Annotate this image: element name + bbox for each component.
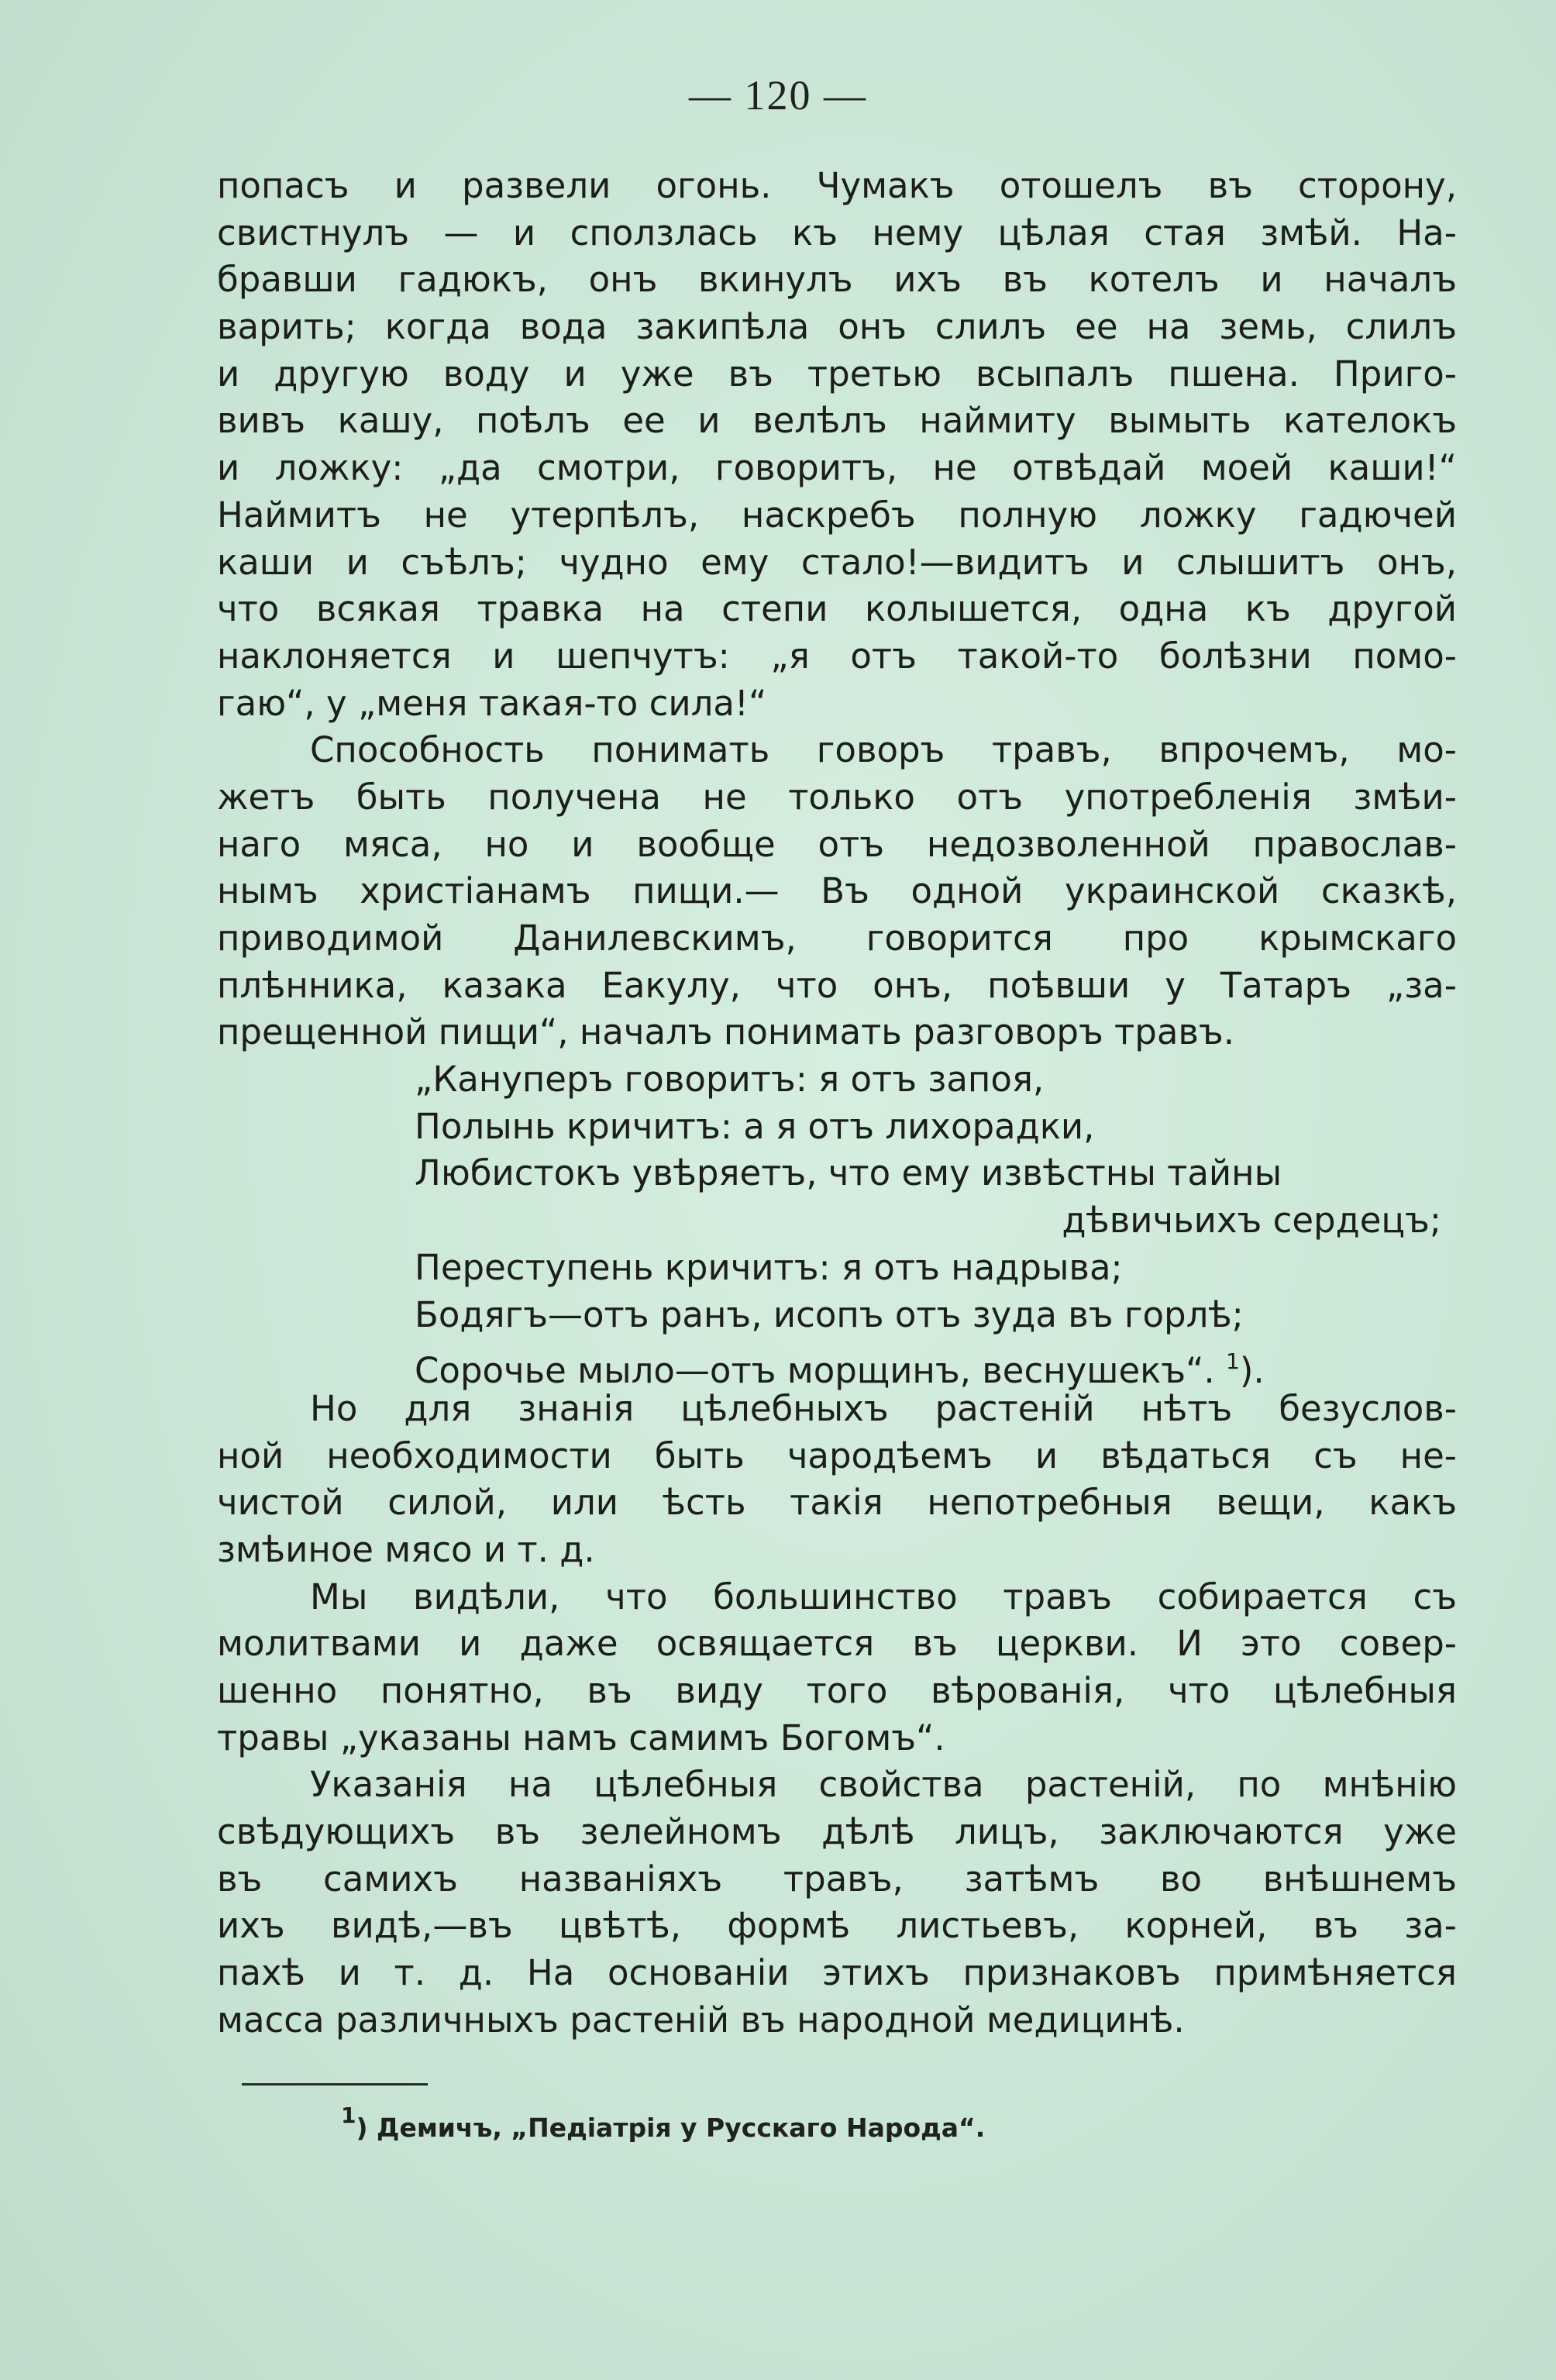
text-line: пахѣ и т. д. На основаніи этихъ признаковъ примѣняется — [217, 1952, 1457, 1994]
text-line: свѣдующихъ въ зелейномъ дѣлѣ лицъ, заключаются уже — [217, 1811, 1457, 1853]
text-line: попасъ и развели огонь. Чумакъ отошелъ въ сторону, — [217, 165, 1457, 206]
text-line: приводимой Данилевскимъ, говорится про крымскаго — [217, 918, 1457, 959]
verse-line-text: Сорочье мыло—отъ морщинъ, веснушекъ“. — [415, 1350, 1215, 1392]
text-line: варить; когда вода закипѣла онъ слилъ ее на земь, слилъ — [217, 306, 1457, 348]
text-line: ной необходимости быть чародѣемъ и вѣдаться съ не- — [217, 1435, 1457, 1476]
text-line: масса различныхъ растеній въ народной медицинѣ. — [217, 1999, 1185, 2041]
text-line: Наймитъ не утерпѣлъ, наскребъ полную ложку гадючей — [217, 494, 1457, 536]
text-line: жетъ быть получена не только отъ употребленія змѣи- — [217, 776, 1457, 818]
text-line: чистой силой, или ѣсть такія непотребныя вещи, какъ — [217, 1482, 1457, 1524]
text-line: шенно понятно, въ виду того вѣрованія, что цѣлебныя — [217, 1670, 1457, 1711]
text-line: Способность понимать говоръ травъ, впрочемъ, мо- — [310, 729, 1457, 771]
text-line: змѣиное мясо и т. д. — [217, 1528, 595, 1570]
text-line: и другую воду и уже въ третью всыпалъ пшена. Приго- — [217, 353, 1457, 394]
verse-line: Бодягъ—отъ ранъ, исопъ отъ зуда въ горлѣ; — [415, 1293, 1244, 1335]
main-text — [217, 163, 1457, 2044]
paragraph-5 — [217, 1762, 1457, 2044]
footnote-divider — [242, 2083, 428, 2086]
text-line: прещенной пищи“, началъ понимать разговоръ травъ. — [217, 1011, 1235, 1053]
text-line: травы „указаны намъ самимъ Богомъ“. — [217, 1717, 945, 1758]
paragraph-2 — [217, 727, 1457, 1056]
text-line: плѣнника, казака Еакулу, что онъ, поѣвши у Татаръ „за- — [217, 964, 1457, 1006]
verse-line: Переступень кричитъ: я отъ надрыва; — [415, 1246, 1123, 1288]
text-line: Мы видѣли, что большинство травъ собирается съ — [310, 1576, 1457, 1617]
verse-line: „Кануперъ говоритъ: я отъ запоя, — [415, 1059, 1045, 1100]
paragraph-4 — [217, 1574, 1457, 1762]
footnote-text: ) Демичъ, „Педіатрія у Русскаго Народа“. — [356, 2113, 986, 2143]
text-line: гаю“, у „меня такая-то сила!“ — [217, 682, 767, 724]
page-number: — 120 — — [689, 72, 867, 119]
text-line: что всякая травка на степи колышется, одна къ другой — [217, 588, 1457, 630]
text-line: наго мяса, но и вообще отъ недозволенной православ- — [217, 823, 1457, 865]
verse-line-last — [217, 1338, 1457, 1392]
verse-line-continuation: дѣвичьихъ сердецъ; — [1062, 1200, 1441, 1242]
text-line: въ самихъ названіяхъ травъ, затѣмъ во внѣшнемъ — [217, 1858, 1457, 1900]
text-line: бравши гадюкъ, онъ вкинулъ ихъ въ котелъ и началъ — [217, 259, 1457, 301]
text-line: нымъ христіанамъ пищи.— Въ одной украинской сказкѣ, — [217, 870, 1457, 912]
text-line: свистнулъ — и сползлась къ нему цѣлая стая змѣй. На- — [217, 212, 1457, 253]
text-line: наклоняется и шепчутъ: „я отъ такой-то болѣзни помо- — [217, 635, 1457, 677]
text-line: вивъ кашу, поѣлъ ее и велѣлъ наймиту вымыть кателокъ — [217, 400, 1457, 442]
text-line: молитвами и даже освящается въ церкви. И это совер- — [217, 1623, 1457, 1665]
paragraph-3 — [217, 1386, 1457, 1574]
text-line: Но для знанія цѣлебныхъ растеній нѣтъ безуслов- — [310, 1387, 1457, 1429]
verse-line-tail: ). — [1239, 1350, 1265, 1392]
text-line: и ложку: „да смотри, говоритъ, не отвѣдай моей каши!“ — [217, 447, 1457, 489]
text-line: каши и съѣлъ; чудно ему стало!—видитъ и слышитъ онъ, — [217, 541, 1457, 583]
verse-line: Любистокъ увѣряетъ, что ему извѣстны тайны — [415, 1152, 1282, 1194]
verse-line: Полынь кричитъ: а я отъ лихорадки, — [415, 1105, 1095, 1147]
footnote-mark: 1 — [341, 2103, 356, 2128]
verse-quote — [217, 1056, 1457, 1392]
paragraph-1 — [217, 163, 1457, 727]
footnote — [341, 2103, 985, 2143]
text-line: Указанія на цѣлебныя свойства растеній, по мнѣнію — [310, 1764, 1457, 1806]
text-line: ихъ видѣ,—въ цвѣтѣ, формѣ листьевъ, корней, въ за- — [217, 1905, 1457, 1947]
footnote-reference: 1 — [1226, 1348, 1240, 1375]
